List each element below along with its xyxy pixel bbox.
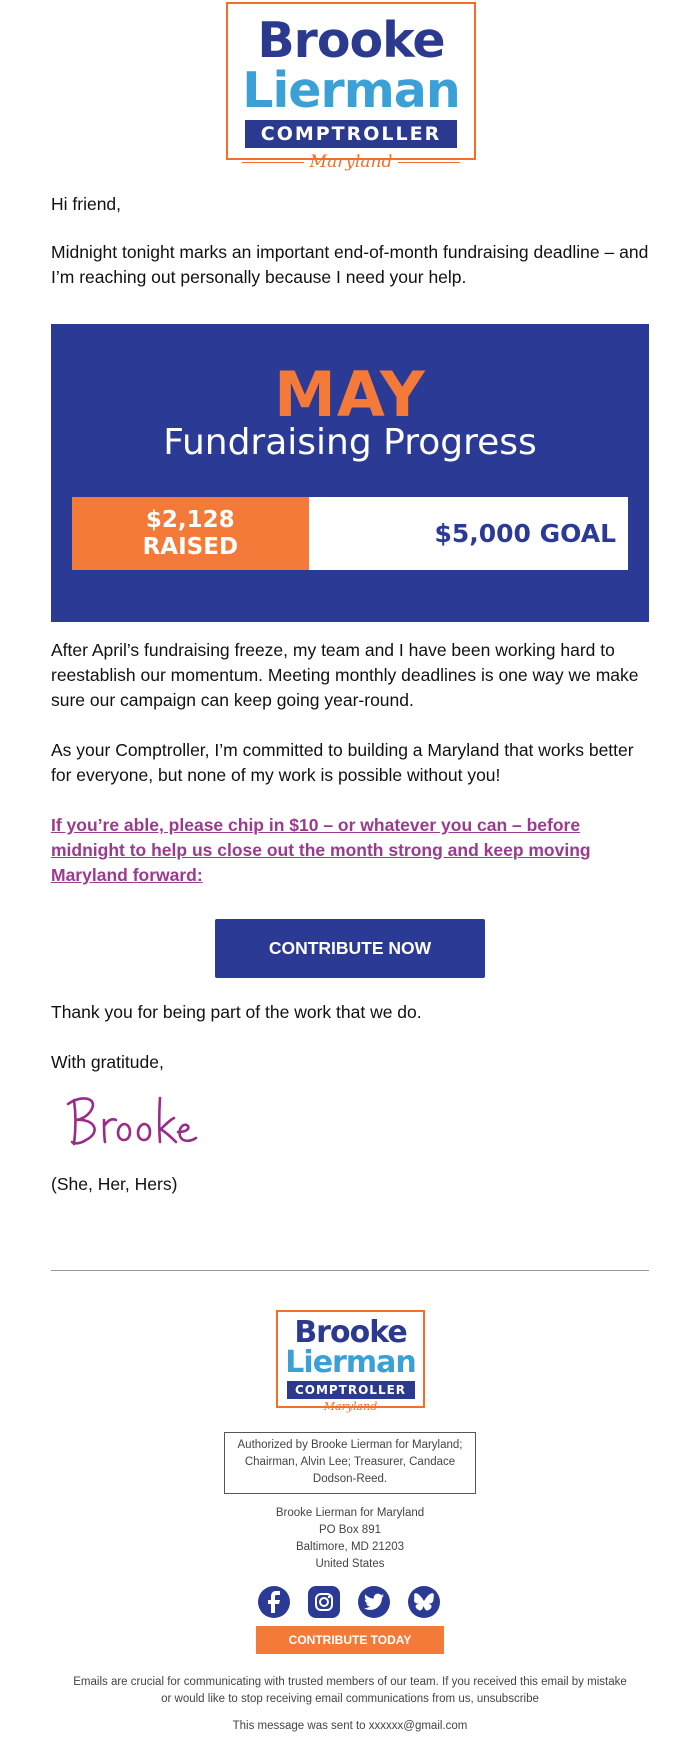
pronouns: (She, Her, Hers) — [51, 1174, 178, 1194]
logo-rule-left — [242, 162, 304, 163]
header-logo — [226, 2, 476, 172]
banner-month: MAY — [274, 358, 426, 431]
intro-paragraph: Midnight tonight marks an important end-of-month fundraising deadline – and I’m reaching out personally because I need your help. — [51, 242, 649, 287]
progress-fill — [72, 497, 309, 570]
email-disclaimer — [70, 1674, 630, 1708]
contribute-today-button[interactable]: CONTRIBUTE TODAY — [256, 1626, 444, 1654]
address-name: Brooke Lierman for Maryland — [275, 1507, 425, 1519]
banner-subtitle: Fundraising Progress — [163, 422, 537, 463]
thanks-paragraph: Thank you for being part of the work that we do. — [51, 1002, 422, 1022]
logo-rule-right — [398, 162, 460, 163]
sent-to-email: xxxxxx@gmail.com — [368, 1720, 468, 1732]
address-country: United States — [315, 1558, 385, 1570]
logo-last-name: Lierman — [242, 62, 460, 119]
contribute-now-button[interactable]: CONTRIBUTE NOW — [215, 919, 485, 978]
progress-track — [72, 497, 628, 570]
facebook-icon[interactable] — [258, 1586, 290, 1618]
address-city: Baltimore, MD 21203 — [295, 1541, 405, 1553]
signature-svg — [60, 1090, 200, 1154]
mailing-address — [200, 1505, 500, 1573]
footer-divider — [51, 1270, 649, 1271]
authorized-line-1: Authorized by Brooke Lierman for Maryland; — [237, 1439, 463, 1451]
twitter-icon[interactable] — [358, 1586, 390, 1618]
logo-state: Maryland — [309, 152, 393, 172]
authorization-notice — [224, 1432, 476, 1494]
authorized-line-3: Dodson-Reed. — [312, 1473, 388, 1485]
footer-logo-rule-right — [383, 1406, 415, 1407]
footer-logo-state: Maryland — [323, 1400, 378, 1413]
logo-first-name: Brooke — [257, 12, 445, 69]
raised-amount: $2,128 — [145, 506, 235, 533]
comptroller-paragraph: As your Comptroller, I’m committed to building a Maryland that works better for everyone, but none of my work is possible without you! — [51, 740, 634, 785]
footer-logo-last-name: Lierman — [285, 1345, 416, 1380]
footer-logo-state-row — [278, 1400, 423, 1413]
fundraising-progress-banner[interactable] — [51, 324, 649, 622]
authorized-line-2: Chairman, Alvin Lee; Treasurer, Candace — [244, 1456, 456, 1468]
bluesky-icon[interactable] — [408, 1586, 440, 1618]
instagram-icon[interactable] — [308, 1586, 340, 1618]
sent-to-prefix: This message was sent to — [232, 1720, 366, 1732]
sent-to-line — [150, 1720, 550, 1732]
footer-logo-first-name: Brooke — [294, 1315, 407, 1350]
donate-ask-link[interactable]: If you’re able, please chip in $10 – or whatever you can – before midnight to help us close out the month strong and keep moving Maryland forward: — [51, 815, 591, 885]
greeting: Hi friend, — [51, 194, 122, 214]
disclaimer-text: Emails are crucial for communicating with trusted members of our team. If you received this email by mistake or would like to stop receiving email communications from us, — [73, 1676, 627, 1705]
unsubscribe-link[interactable]: unsubscribe — [476, 1693, 539, 1705]
signature-image — [60, 1090, 200, 1154]
address-street: PO Box 891 — [318, 1524, 381, 1536]
logo-office-bar: COMPTROLLER — [245, 120, 457, 148]
closing-line: With gratitude, — [51, 1052, 164, 1072]
raised-label: RAISED — [142, 533, 239, 560]
momentum-paragraph: After April’s fundraising freeze, my team and I have been working hard to reestablish our momentum. Meeting monthly deadlines is one way we make sure our campaign can keep going year-round. — [51, 640, 639, 710]
logo-state-row — [228, 152, 474, 172]
footer-logo-office-bar: COMPTROLLER — [287, 1381, 415, 1399]
goal-text: $5,000 GOAL — [434, 519, 616, 548]
footer-logo-rule-left — [286, 1406, 318, 1407]
footer-logo — [276, 1310, 425, 1413]
